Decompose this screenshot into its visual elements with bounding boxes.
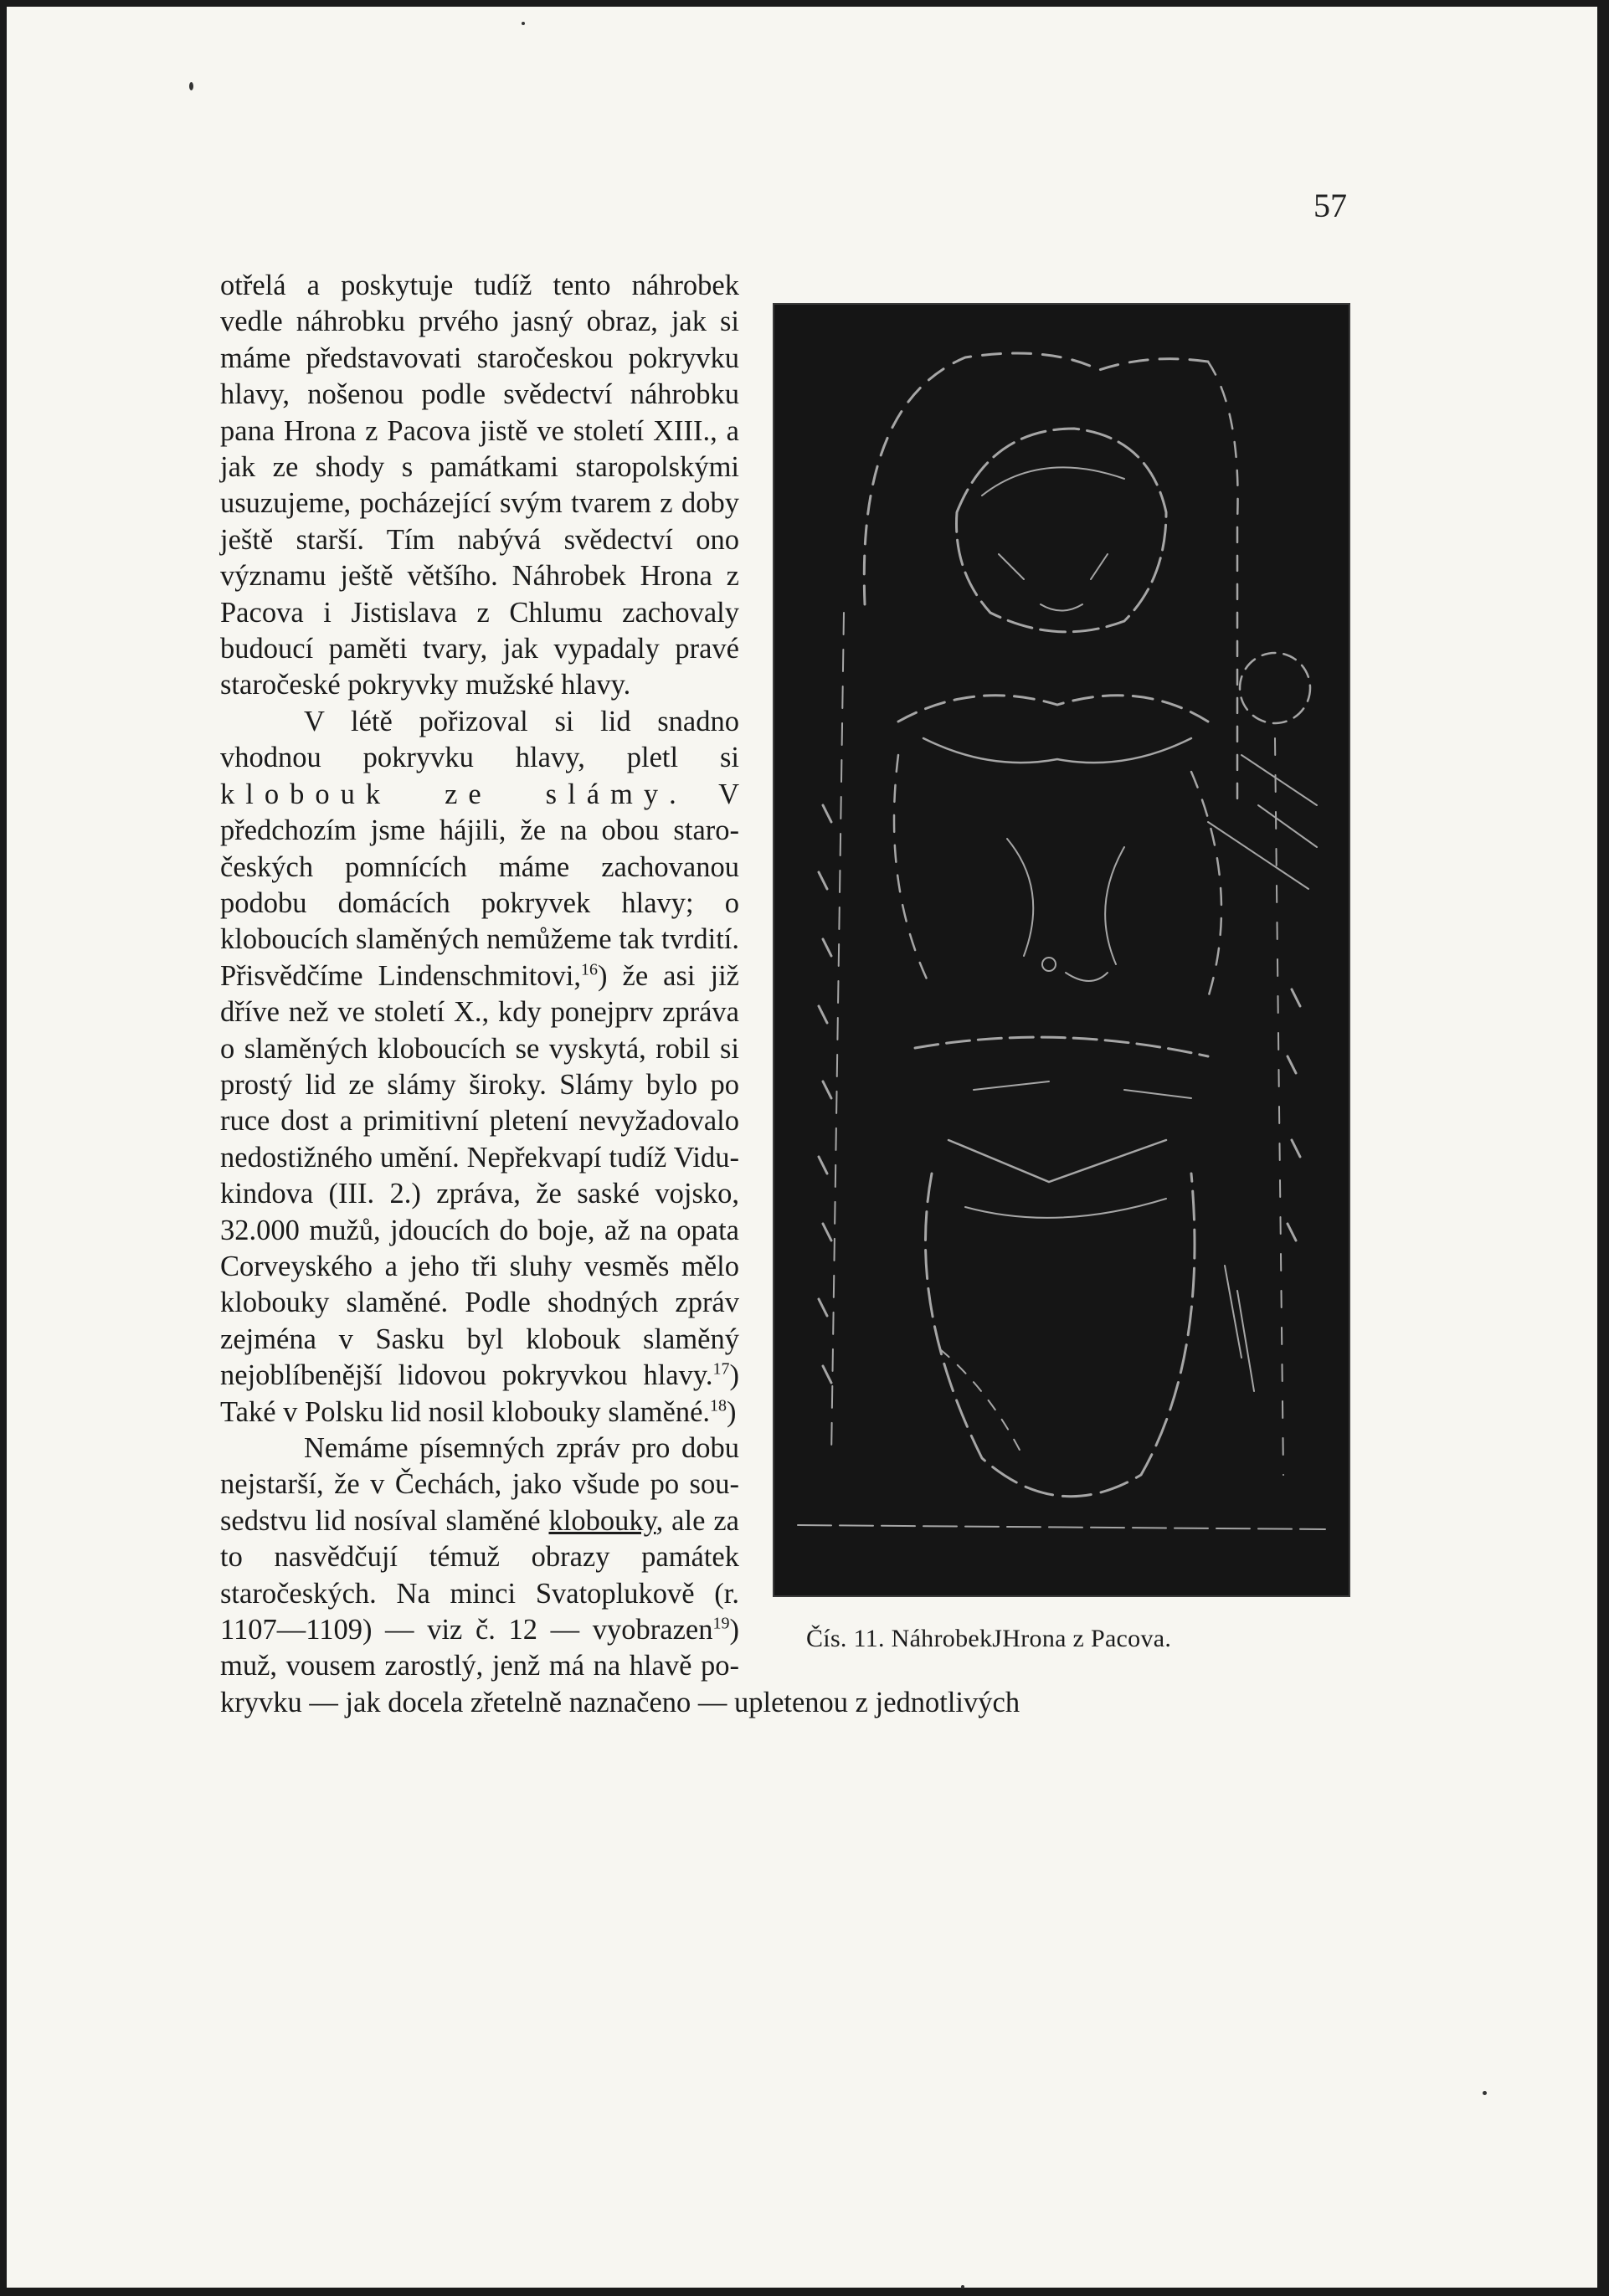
tombstone-engraving-image xyxy=(773,303,1350,1597)
text-run: ) muž, vousem zarostlý, jenž má na hlavě pokryvku — jak docela zřetelně naznačeno — upletenou z jednotlivých xyxy=(220,1614,1020,1718)
footnote-ref: 16 xyxy=(581,960,598,979)
footnote-ref: 17 xyxy=(712,1359,730,1379)
document-page xyxy=(7,7,1597,2288)
text-run: klobouky xyxy=(548,1504,656,1537)
footnote-ref: 19 xyxy=(712,1614,730,1633)
tombstone-photo xyxy=(773,303,1350,1597)
scan-speck xyxy=(961,2285,964,2288)
text-run: klobouk ze slámy xyxy=(220,778,670,810)
footnote-ref: 18 xyxy=(710,1396,727,1415)
tombstone-figure xyxy=(764,303,1350,1684)
text-run: ) xyxy=(727,1395,737,1428)
scan-speck xyxy=(522,22,525,25)
text-run: V létě pořizoval si lid snadno vhodnou pokryvku hlavy, pletl si xyxy=(220,705,739,774)
text-run: otřelá a poskytuje tudíž tento náhrobek vedle náhrobku prvého jasný obraz, jak si máme představovati staročeskou pokryvku hlavy, nošenou podle svědectví náhrobku pana Hrona z Pacova jistě ve století XIII., a jak ze shody s památkami staropolskými usuzujeme, pocházející svým tvarem z doby ještě starší. Tím nabývá svědectví ono významu ještě většího. Náhrobek Hrona z Pacova i Jistislava z Chlumu zachovaly budoucí paměti tvary, jak vypadaly pravé staročeské pokryvky mužské hlavy. xyxy=(220,270,739,701)
text-run: ) Také v Polsku lid nosil klobouky slaměné. xyxy=(220,1359,739,1428)
scan-speck xyxy=(189,82,193,90)
page-number: 57 xyxy=(1313,187,1347,224)
scan-speck xyxy=(1483,2091,1487,2095)
body-text xyxy=(220,268,1350,1721)
figure-caption: Čís. 11. NáhrobekJHrona z Pacova. xyxy=(806,1625,1172,1652)
text-run: Nemáme písemných zpráv pro dobu nejstarší, že v Čechách, jako všude po sousedstvu lid nosíval slaměné xyxy=(220,1432,739,1537)
text-run: . V předchozím jsme hájili, že na obou staročeských pomnících máme zachovanou podobu domácích pokryvek hlavy; o kloboucích slaměných nemůžeme tak tvrdití. Přisvědčíme Lindenschmitovi, xyxy=(220,778,739,992)
text-run: , ale za to nasvědčují témuž obrazy památek staročeských. Na minci Svatoplukově (r. 1107—1109) — viz č. 12 — vyobrazen xyxy=(220,1504,739,1646)
text-run: ) že asi již dříve než ve století X., kdy ponejprv zpráva o slaměných kloboucích se vyskytá, robil si prostý lid ze slámy široky. Slámy bylo po ruce dost a primitivní pletení nevyžadovalo nedostižného umění. Nepřekvapí tudíž Vidukindova (III. 2.) zpráva, že saské vojsko, 32.000 mužů, jdoucích do boje, až na opata Corveyského a jeho tři sluhy vesměs mělo klobouky slaměné. Podle shodných zpráv zejména v Sasku byl klobouk slaměný nejoblíbenější lidovou pokryvkou hlavy. xyxy=(220,959,739,1392)
